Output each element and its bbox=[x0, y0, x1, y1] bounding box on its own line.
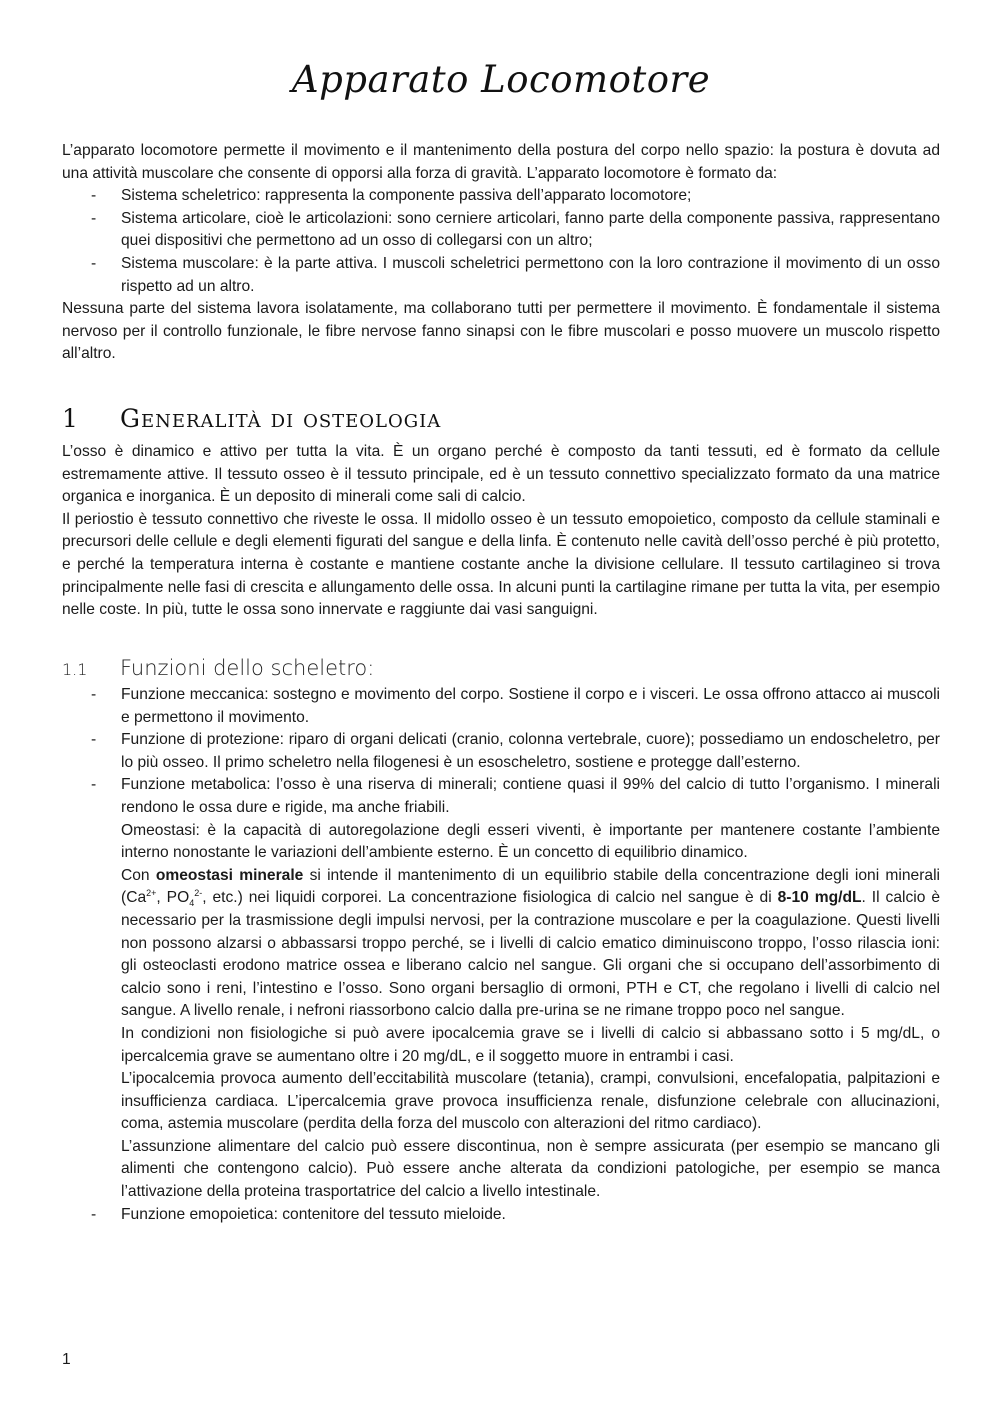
subsection-number: 1.1 bbox=[62, 660, 88, 679]
subsection-1-1-body bbox=[62, 684, 940, 1226]
functions-list bbox=[62, 684, 940, 820]
list-item: - Funzione emopoietica: contenitore del tessuto mieloide. bbox=[62, 1204, 940, 1227]
intake-paragraph: L’assunzione alimentare del calcio può essere discontinua, non è sempre assicurata (per esempio se mancano gli alimenti che contengono calcio). Può essere anche alterata da condizioni patologiche, per esempio se manca l’attivazione della proteina trasportatrice del calcio a livello intestinale. bbox=[121, 1137, 940, 1201]
dash-bullet: - bbox=[91, 776, 97, 794]
section-heading bbox=[62, 404, 441, 433]
list-item: - Sistema scheletrico: rappresenta la componente passiva dell’apparato locomotore; bbox=[62, 185, 940, 208]
intro-list bbox=[62, 185, 940, 298]
dash-bullet: - bbox=[91, 209, 97, 227]
list-item: - Funzione metabolica: l’osso è una riserva di minerali; contiene quasi il 99% del calcio di tutto l’organismo. I minerali rendono le ossa dure e rigide, ma anche friabili. bbox=[91, 776, 940, 816]
list-item: - Sistema muscolare: è la parte attiva. I muscoli scheletrici permettono con la loro contrazione il movimento di un osso rispetto ad un altro. bbox=[91, 254, 940, 295]
dash-bullet: - bbox=[91, 686, 97, 703]
subsection-title: Funzioni dello scheletro: bbox=[120, 656, 375, 680]
dash-bullet: - bbox=[91, 1205, 97, 1223]
dash-bullet: - bbox=[91, 731, 97, 749]
intro-closing-paragraph: Nessuna parte del sistema lavora isolatamente, ma collaborano tutti per permettere il movimento. È fondamentale il sistema nervoso per il controllo funzionale, le fibre nervose fanno sinapsi con le fibre muscolari e posso muovere un muscolo rispetto all’altro. bbox=[62, 300, 940, 363]
functions-list-continued bbox=[62, 1204, 940, 1227]
effects-paragraph: L’ipocalcemia provoca aumento dell’eccitabilità muscolare (tetania), crampi, convulsioni, encefalopatia, palpitazioni e insufficienza cardiaca. L’ipercalcemia grave provoca insufficienza renale, disfunzione celebrale con allucinazioni, coma, astemia muscolare (perdita della forza del muscolo con alterazioni del ritmo cardiaco). bbox=[121, 1070, 940, 1133]
section-number: 1 bbox=[62, 404, 79, 433]
mineral-homeostasis-paragraph: Con omeostasi minerale si intende il mantenimento di un equilibrio stabile della concentrazione degli ioni minerali ($Ca^{2+}$, $PO_4^{2-}$, etc.) nei liquidi corporei. La concentrazione fisiologica di calcio nel sangue è di 8-10 mg/dL. Il calcio è necessario per la trasmissione degli impulsi nervosi, per la contrazione muscolare e per la coagulazione. Questi livelli non possono alzarsi o abbassarsi troppo perché, se i livelli di calcio ematico diminuiscono troppo, l’osso rilascia ioni: gli osteoclasti erodono matrice ossea e liberano calcio nel sangue. Gli organi che si occupano dell’assorbimento di calcio sono i reni, l’intestino e l’osso. Sono organi bersaglio di ormoni, PTH e CT, che regolano i livelli di calcio nel sangue. A livello renale, i nefroni riassorbono calcio dalla pre-urina se ne rimane troppo poco nel sangue. bbox=[121, 866, 941, 1020]
section-1-body bbox=[62, 441, 940, 622]
list-item: - Sistema articolare, cioè le articolazioni: sono cerniere articolari, fanno parte della componente passiva, rappresentano quei dispositivi che permettono ad un osso di collegarsi con un altro; bbox=[91, 209, 940, 250]
dash-bullet: - bbox=[91, 254, 97, 272]
section-title: Generalità di osteologia bbox=[120, 404, 442, 433]
paragraph: L’osso è dinamico e attivo per tutta la vita. È un organo perché è composto da tanti tessuti, ed è formato da cellule estremamente attive. Il tessuto osseo è il tessuto principale, ed è un tessuto connettivo specializzato formato da una matrice organica e inorganica. È un deposito di minerali come sali di calcio. bbox=[62, 443, 940, 506]
conditions-paragraph: In condizioni non fisiologiche si può avere ipocalcemia grave se i livelli di calcio si abbassano sotto i 5 mg/dL, o ipercalcemia grave se aumentano oltre i 20 mg/dL, e il soggetto muore in entrambi i casi. bbox=[121, 1024, 940, 1065]
list-item: - Funzione di protezione: riparo di organi delicati (cranio, colonna vertebrale, cuore); possediamo un endoscheletro, per lo più osseo. Il primo scheletro nella filogenesi è un esoscheletro, sostiene e protegge dall’esterno. bbox=[91, 731, 940, 771]
intro-section bbox=[62, 140, 940, 366]
paragraph: Il periostio è tessuto connettivo che riveste le ossa. Il midollo osseo è un tessuto emopoietico, composto da cellule staminali e precursori delle cellule e degli elementi figurati del sangue e della linfa. È contenuto nelle cavità dell’osso perché è più protetto, e perché la temperatura interna è costante e mantiene costante anche la divisione cellulare. Il tessuto cartilagineo si trova principalmente nelle fasi di crescita e allungamento delle ossa. In alcuni punti la cartilagine rimane per tutta la vita, per esempio nelle coste. In più, tutte le ossa sono innervate e raggiunte dai vasi sanguigni. bbox=[62, 510, 940, 619]
subsection-heading bbox=[62, 656, 374, 680]
page-number: 1 bbox=[62, 1351, 71, 1368]
omeostasi-paragraph: Omeostasi: è la capacità di autoregolazione degli esseri viventi, è importante per mantenere costante l’ambiente interno nonostante le variazioni dell’ambiente esterno. È un concetto di equilibrio dinamico. bbox=[121, 821, 940, 862]
list-item: - Funzione meccanica: sostegno e movimento del corpo. Sostiene il corpo e i visceri. Le ossa offrono attacco ai muscoli e permettono il movimento. bbox=[91, 686, 940, 726]
dash-bullet: - bbox=[91, 187, 97, 205]
document-title: Apparato Locomotore bbox=[291, 58, 711, 101]
intro-paragraph: L’apparato locomotore permette il movimento e il mantenimento della postura del corpo nello spazio: la postura è dovuta ad una attività muscolare che consente di opporsi alla forza di gravità. L’apparato locomotore è formato da: bbox=[62, 142, 940, 182]
